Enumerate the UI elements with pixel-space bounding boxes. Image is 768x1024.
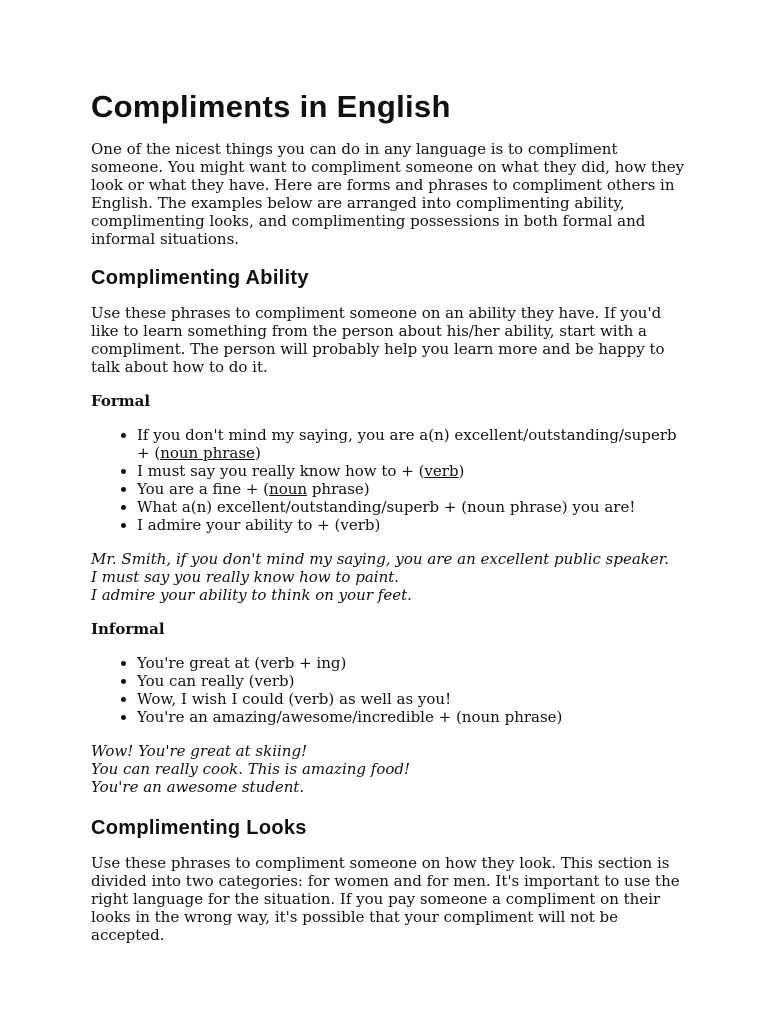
list-item: • Wow, I wish I could (verb) as well as you!	[137, 690, 691, 708]
list-item-text: )	[254, 444, 261, 462]
underlined-term: noun phrase	[160, 444, 255, 462]
ability-description: Use these phrases to compliment someone on an ability they have. If you'd like to learn something from the person about his/her ability, start with a compliment. The person will probably help you learn more and be happy to talk about how to do it.	[91, 304, 665, 376]
section-heading-ability: Complimenting Ability	[91, 267, 309, 289]
informal-label: Informal	[91, 620, 165, 638]
list-item	[137, 498, 691, 516]
formal-label: Formal	[91, 392, 151, 410]
list-item-text: phrase)	[307, 480, 370, 498]
intro-paragraph: One of the nicest things you can do in any language is to compliment someone. You might want to compliment someone on what they did, how they look or what they have. Here are forms and phrases to compliment others in English. The examples below are arranged into complimenting ability, complimenting looks, and complimenting possessions in both formal and informal situations.	[91, 140, 685, 248]
example-sentence: I admire your ability to think on your feet.	[91, 586, 412, 604]
example-sentence: Mr. Smith, if you don't mind my saying, you are an excellent public speaker.	[91, 550, 670, 568]
page-title: Compliments in English	[91, 89, 451, 124]
list-item-text: If you don't mind my saying, you are a(n) excellent/outstanding/superb + (	[137, 426, 677, 462]
formal-examples	[91, 550, 691, 604]
document-page	[91, 88, 691, 960]
example-sentence: Wow! You're great at skiing!	[91, 742, 308, 760]
list-item: • You're great at (verb + ing)	[137, 654, 691, 672]
list-item-text: I admire your ability to + (verb)	[137, 516, 381, 534]
underlined-term: verb	[424, 462, 459, 480]
list-item-text: I must say you really know how to + (	[137, 462, 425, 480]
list-item-text: )	[458, 462, 465, 480]
list-item-text: What a(n) excellent/outstanding/superb + (noun phrase) you are!	[137, 498, 636, 516]
informal-examples	[91, 742, 691, 796]
example-sentence: You're an awesome student.	[91, 778, 305, 796]
formal-phrase-list	[91, 426, 691, 534]
example-sentence: You can really cook. This is amazing food!	[91, 760, 411, 778]
list-item-text: You are a fine + (	[137, 480, 270, 498]
list-item	[137, 516, 691, 534]
example-sentence: I must say you really know how to paint.	[91, 568, 400, 586]
list-item	[137, 426, 691, 462]
list-item	[137, 462, 691, 480]
looks-description: Use these phrases to compliment someone on how they look. This section is divided into two categories: for women and for men. It's important to use the right language for the situation. If you pay someone a compliment on their looks in the wrong way, it's possible that your compliment will not be accepted.	[91, 854, 680, 944]
informal-phrase-list	[91, 654, 691, 726]
section-heading-looks: Complimenting Looks	[91, 817, 307, 839]
underlined-term: noun	[269, 480, 308, 498]
list-item: • You can really (verb)	[137, 672, 691, 690]
list-item: • You're an amazing/awesome/incredible + (noun phrase)	[137, 708, 691, 726]
list-item	[137, 480, 691, 498]
